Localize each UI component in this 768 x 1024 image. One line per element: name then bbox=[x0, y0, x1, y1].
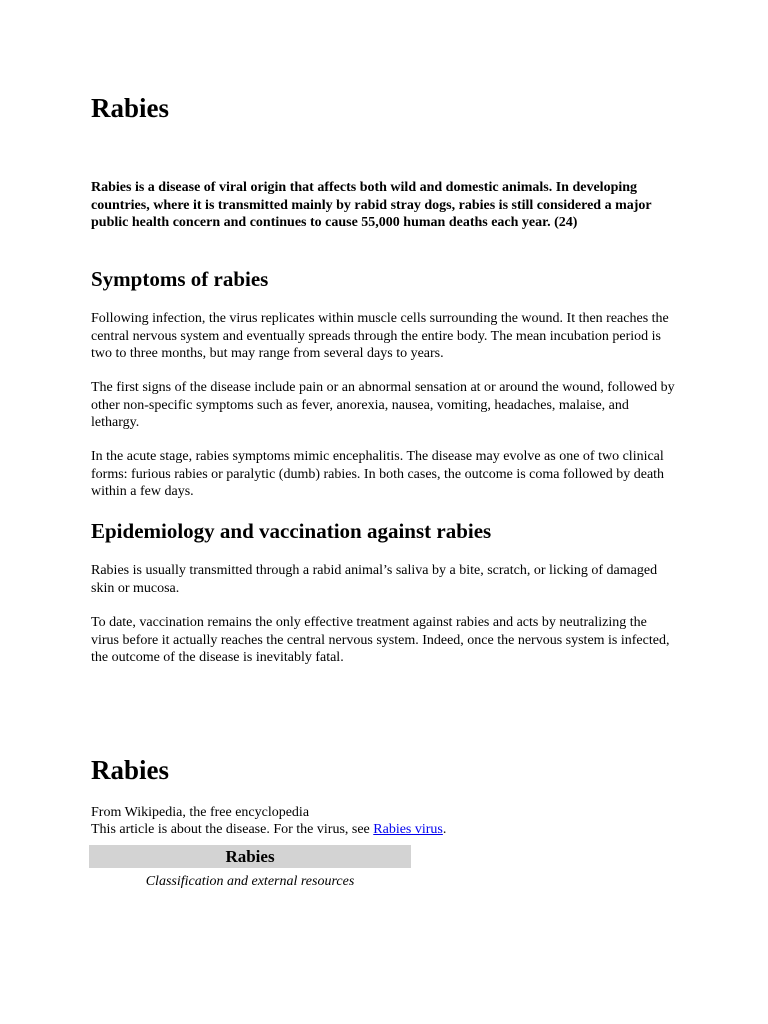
hatnote-text: This article is about the disease. For the virus, see bbox=[91, 822, 374, 837]
wiki-title: Rabies bbox=[91, 755, 170, 785]
epidemiology-paragraph-1: Rabies is usually transmitted through a rabid animal’s saliva by a bite, scratch, or licking of damaged skin or mucosa. bbox=[91, 563, 658, 596]
symptoms-paragraph-3: In the acute stage, rabies symptoms mimic encephalitis. The disease may evolve as one of two clinical forms: furious rabies or paralytic (dumb) rabies. In both cases, the outcome is coma followed by death within a few days. bbox=[91, 449, 665, 499]
symptoms-paragraph-2: The first signs of the disease include pain or an abnormal sensation at or around the wound, followed by other non-specific symptoms such as fever, anorexia, nausea, vomiting, headaches, malaise, and lethargy. bbox=[91, 380, 675, 430]
infobox-subheader: Classification and external resources bbox=[145, 874, 355, 889]
symptoms-paragraph-1: Following infection, the virus replicates within muscle cells surrounding the wound. It then reaches the central nervous system and eventually spreads through the entire body. The mean incubation period is two to three months, but may range from several days to years. bbox=[91, 311, 669, 361]
epidemiology-paragraph-2: To date, vaccination remains the only effective treatment against rabies and acts by neutralizing the virus before it actually reaches the central nervous system. Indeed, once the nervous system is infected, the outcome of the disease is inevitably fatal. bbox=[91, 615, 670, 665]
rabies-virus-link[interactable]: Rabies virus bbox=[373, 822, 443, 837]
intro-paragraph: Rabies is a disease of viral origin that affects both wild and domestic animals. In developing countries, where it is transmitted mainly by rabid stray dogs, rabies is still considered a major public health concern and continues to cause 55,000 human deaths each year. (24) bbox=[91, 180, 652, 230]
hatnote-suffix: . bbox=[442, 822, 447, 837]
infobox-header: Rabies bbox=[89, 845, 411, 868]
symptoms-heading: Symptoms of rabies bbox=[91, 267, 269, 291]
epidemiology-heading: Epidemiology and vaccination against rabies bbox=[91, 519, 492, 543]
wiki-source-line: From Wikipedia, the free encyclopedia bbox=[91, 805, 310, 820]
article-title: Rabies bbox=[91, 93, 170, 123]
hatnote bbox=[91, 821, 446, 838]
